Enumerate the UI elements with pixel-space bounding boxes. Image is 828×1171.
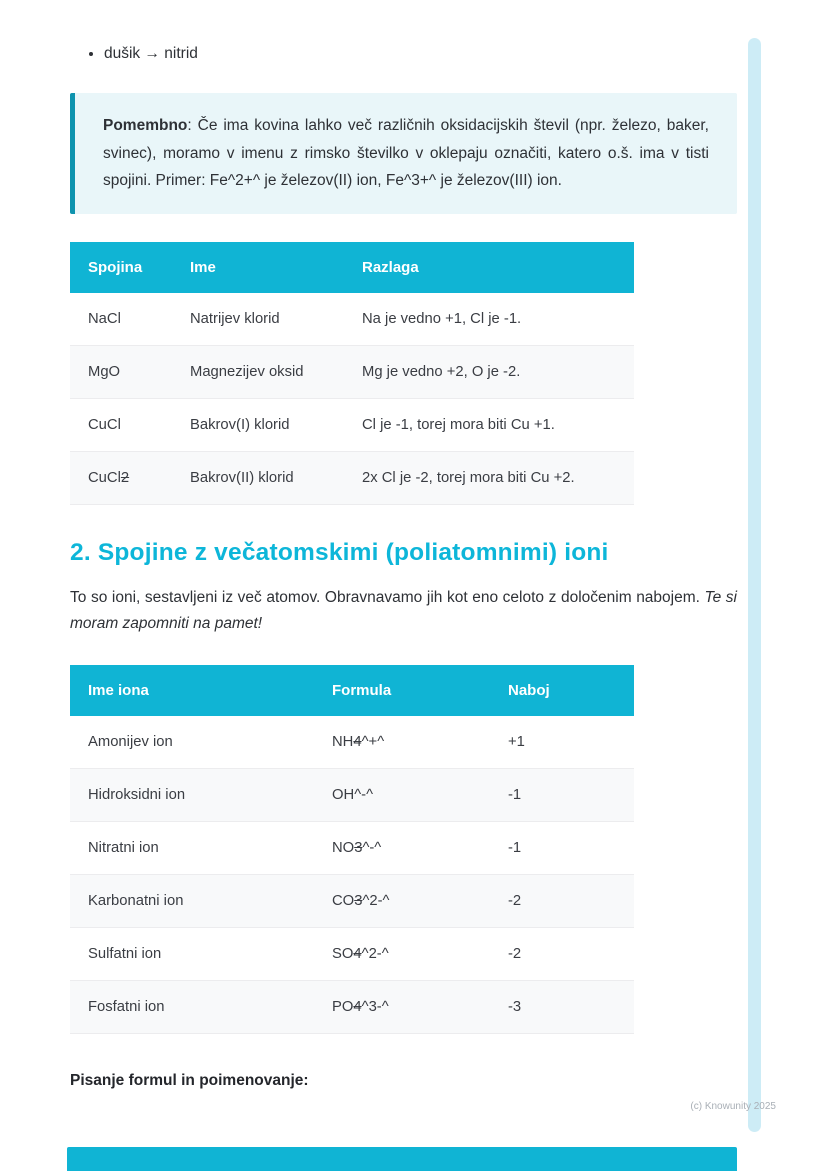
section-title: 2. Spojine z večatomskimi (poliatomnimi) ioni	[70, 538, 609, 566]
cell-naboj: -2	[490, 875, 634, 928]
cell-razlaga: Na je vedno +1, Cl je -1.	[344, 293, 634, 346]
cell-formula: CO3^2-^	[314, 875, 490, 928]
table-row	[70, 822, 634, 875]
cell-formula: PO4^3-^	[314, 981, 490, 1034]
col-header-spojina: Spojina	[70, 242, 172, 293]
cell-razlaga: Mg je vedno +2, O je -2.	[344, 345, 634, 398]
document-content	[70, 0, 737, 1090]
table-header-row	[70, 242, 634, 293]
table-row	[70, 293, 634, 346]
cell-ime-iona: Nitratni ion	[70, 822, 314, 875]
cell-spojina: CuCl	[70, 398, 172, 451]
table-row	[70, 928, 634, 981]
compounds-table	[70, 242, 634, 505]
cell-ime-iona: Fosfatni ion	[70, 981, 314, 1034]
table-row	[70, 398, 634, 451]
copyright-note: (c) Knowunity 2025	[690, 1101, 776, 1112]
cell-razlaga: Cl je -1, torej mora biti Cu +1.	[344, 398, 634, 451]
bullet-item	[104, 42, 737, 65]
intro-paragraph-italic: Te si moram zapomniti na pamet!	[70, 588, 737, 633]
table-row	[70, 451, 634, 504]
cell-naboj: -2	[490, 928, 634, 981]
cell-ime: Magnezijev oksid	[172, 345, 344, 398]
callout-bold-label: Pomembno	[103, 117, 188, 135]
next-table-header-partial	[67, 1147, 737, 1171]
cell-naboj: -1	[490, 822, 634, 875]
cell-spojina: MgO	[70, 345, 172, 398]
callout-body-text: : Če ima kovina lahko več različnih oksidacijskih števil (npr. železo, baker, svinec), moramo v imenu z rimsko številko v oklepaju označiti, katero o.š. ima v tisti spojini. Primer: Fe^2+^ je železov(II) ion, Fe^3+^ je železov(III) ion.	[103, 117, 709, 190]
cell-naboj: -3	[490, 981, 634, 1034]
cell-formula: NH4^+^	[314, 716, 490, 769]
bullet-list	[70, 42, 737, 65]
formulas-heading: Pisanje formul in poimenovanje:	[70, 1072, 309, 1090]
col-header-ime-iona: Ime iona	[70, 665, 314, 716]
col-header-naboj: Naboj	[490, 665, 634, 716]
cell-ime: Bakrov(I) klorid	[172, 398, 344, 451]
cell-formula: SO4^2-^	[314, 928, 490, 981]
cell-ime-iona: Karbonatni ion	[70, 875, 314, 928]
cell-ime-iona: Amonijev ion	[70, 716, 314, 769]
table-row	[70, 716, 634, 769]
table-header-row	[70, 665, 634, 716]
polyatomic-ions-table	[70, 665, 634, 1034]
col-header-ime: Ime	[172, 242, 344, 293]
cell-ime: Natrijev klorid	[172, 293, 344, 346]
cell-formula: OH^-^	[314, 769, 490, 822]
intro-paragraph	[70, 585, 737, 637]
col-header-razlaga: Razlaga	[344, 242, 634, 293]
table-row	[70, 981, 634, 1034]
cell-ime: Bakrov(II) klorid	[172, 451, 344, 504]
cell-ime-iona: Sulfatni ion	[70, 928, 314, 981]
table-row	[70, 875, 634, 928]
cell-naboj: +1	[490, 716, 634, 769]
cell-spojina: NaCl	[70, 293, 172, 346]
table-row	[70, 345, 634, 398]
cell-razlaga: 2x Cl je -2, torej mora biti Cu +2.	[344, 451, 634, 504]
cell-naboj: -1	[490, 769, 634, 822]
scrollbar-track[interactable]	[748, 38, 761, 1132]
table-row	[70, 769, 634, 822]
bullet-item-text: dušik → nitrid	[104, 45, 198, 62]
intro-paragraph-text: To so ioni, sestavljeni iz več atomov. Obravnavamo jih kot eno celoto z določenim nabojem.	[70, 588, 705, 606]
important-callout	[70, 93, 737, 214]
cell-ime-iona: Hidroksidni ion	[70, 769, 314, 822]
col-header-formula: Formula	[314, 665, 490, 716]
cell-formula: NO3^-^	[314, 822, 490, 875]
cell-spojina: CuCl2	[70, 451, 172, 504]
